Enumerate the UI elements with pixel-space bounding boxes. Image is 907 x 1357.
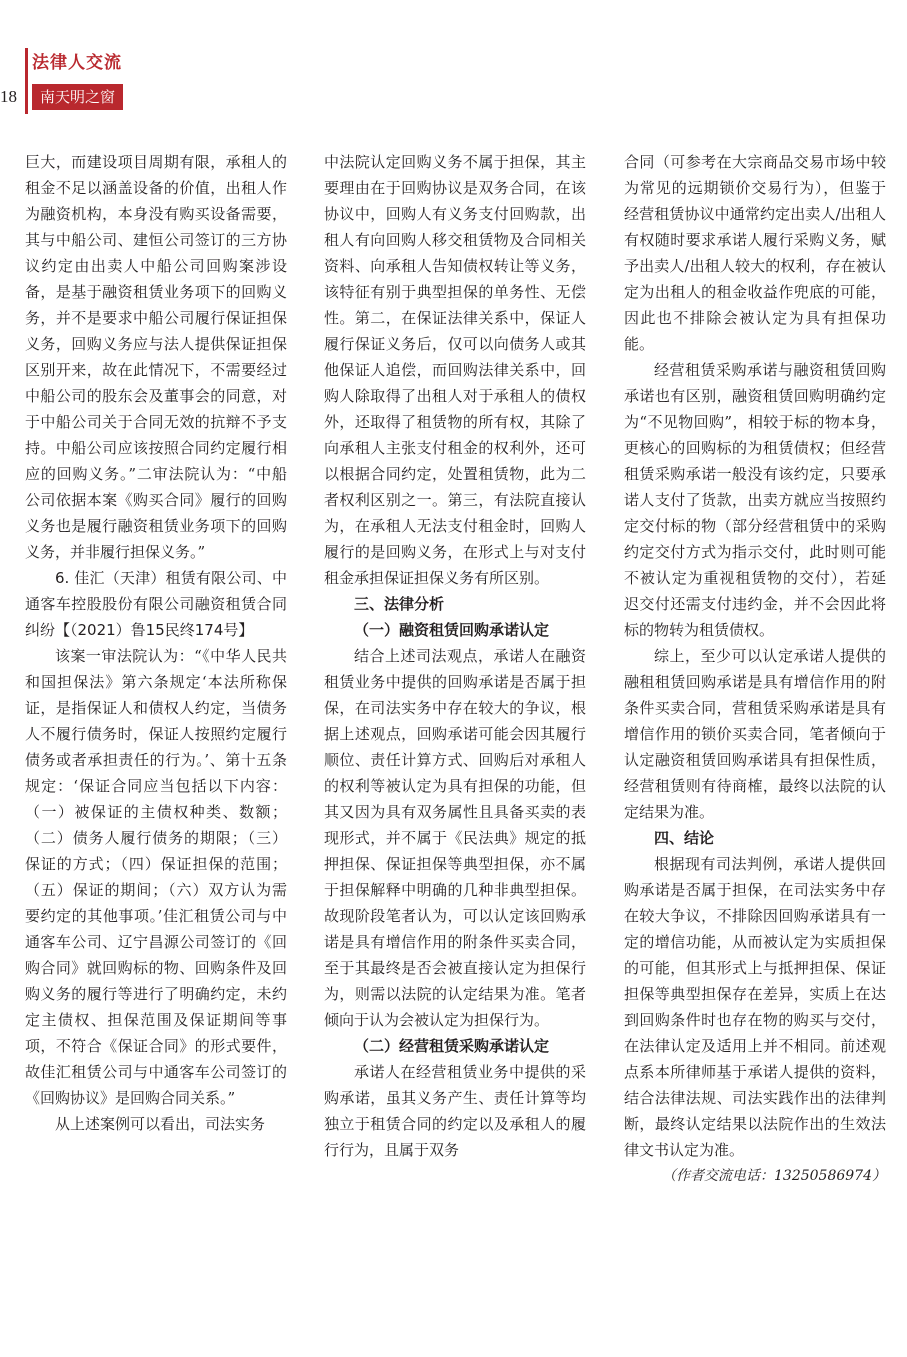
paragraph: 中法院认定回购义务不属于担保，其主要理由在于回购协议是双务合同，在该协议中，回购人有义务支付回购款，出租人有向回购人移交租赁物及合同相关资料、向承租人告知债权转让等义务，该特征有别于典型担保的单务性、无偿性。第二，在保证法律关系中，保证人履行保证义务后，仅可以向债务人或其他保证人追偿，而回购法律关系中，回购人除取得了出租人对于承租人的债权外，还取得了租赁物的所有权，其除了向承租人主张支付租金的权利外，还可以根据合同约定，处置租赁物，此为二者权利区别之一。第三，有法院直接认为，在承租人无法支付租金时，回购人履行的是回购义务，在形式上与对支付租金承担保证担保义务有所区别。 xyxy=(324,153,586,587)
column-subtitle: 南天明之窗 xyxy=(32,84,123,110)
text-column-2 xyxy=(324,149,586,1163)
subsection-heading: （二）经营租赁采购承诺认定 xyxy=(354,1037,550,1055)
section-heading: 四、结论 xyxy=(654,829,715,847)
text-column-3 xyxy=(624,149,886,1189)
subsection-heading: （一）融资租赁回购承诺认定 xyxy=(354,621,550,639)
paragraph: 该案一审法院认为：“《中华人民共和国担保法》第六条规定‘本法所称保证，是指保证人和债权人约定，当债务人不履行债务时，保证人按照约定履行债务或者承担责任的行为。’、第十五条规定：‘保证合同应当包括以下内容：（一）被保证的主债权种类、数额；（二）债务人履行债务的期限；（三）保证的方式；（四）保证担保的范围；（五）保证的期间；（六）双方认为需要约定的其他事项。’佳汇租赁公司与中通客车公司、辽宁昌源公司签订的《回购合同》就回购标的物、回购条件及回购义务的履行等进行了明确约定，未约定主债权、担保范围及保证期间等事项，不符合《保证合同》的形式要件，故佳汇租赁公司与中通客车公司签订的《回购协议》是回购合同关系。” xyxy=(25,647,287,1107)
header-rule xyxy=(25,48,28,114)
paragraph: 根据现有司法判例，承诺人提供回购承诺是否属于担保，在司法实务中存在较大争议，不排除因回购承诺具有一定的增信功能，从而被认定为实质担保的可能，但其形式上与抵押担保、保证担保等典型担保存在差异，实质上在达到回购条件时也存在物的购买与交付，在法律认定及适用上并不相同。前述观点系本所律师基于承诺人提供的资料，结合法律法规、司法实践作出的法律判断，最终认定结果以法院作出的生效法律文书认定为准。 xyxy=(624,855,886,1159)
text-column-1 xyxy=(25,149,287,1137)
author-contact: （作者交流电话：13250586974） xyxy=(662,1168,886,1184)
paragraph: 巨大，而建设项目周期有限，承租人的租金不足以涵盖设备的价值，出租人作为融资机构，本身没有购买设备需要，其与中船公司、建恒公司签订的三方协议约定由出卖人中船公司回购案涉设备，是基于融资租赁业务项下的回购义务，并不是要求中船公司履行保证担保义务，回购义务应与法人提供保证担保区别开来，故在此情况下，不需要经过中船公司的股东会及董事会的同意，对于中船公司关于合同无效的抗辩不予支持。中船公司应该按照合同约定履行相应的回购义务。”二审法院认为：“中船公司依据本案《购买合同》履行的回购义务也是履行融资租赁业务项下的回购义务，并非履行担保义务。” xyxy=(25,153,287,561)
section-heading: 三、法律分析 xyxy=(354,595,445,613)
paragraph: 经营租赁采购承诺与融资租赁回购承诺也有区别，融资租赁回购明确约定为“不见物回购”，相较于标的物本身，更核心的回购标的为租赁债权；但经营租赁采购承诺一般没有该约定，只要承诺人支付了货款，出卖方就应当按照约定交付标的物（部分经营租赁中的采购约定交付方式为指示交付，此时则可能不被认定为重视租赁物的交付），若延迟交付还需支付违约金，并不会因此将标的物转为租赁债权。 xyxy=(624,361,886,639)
paragraph: 结合上述司法观点，承诺人在融资租赁业务中提供的回购承诺是否属于担保，在司法实务中存在较大的争议，根据上述观点，回购承诺可能会因其履行顺位、责任计算方式、回购后对承租人的权利等被认定为具有担保的功能，但其又因为具有双务属性且具备买卖的表现形式，并不属于《民法典》规定的抵押担保、保证担保等典型担保，亦不属于担保解释中明确的几种非典型担保。故现阶段笔者认为，可以认定该回购承诺是具有增信作用的附条件买卖合同，至于其最终是否会被直接认定为担保行为，则需以法院的认定结果为准。笔者倾向于认为会被认定为担保行为。 xyxy=(324,647,586,1029)
case-title: 6. 佳汇（天津）租赁有限公司、中通客车控股股份有限公司融资租赁合同纠纷【（2021）鲁15民终174号】 xyxy=(25,569,287,639)
paragraph: 承诺人在经营租赁业务中提供的采购承诺，虽其义务产生、责任计算等均独立于租赁合同的约定以及承租人的履行行为，且属于双务 xyxy=(324,1063,586,1159)
paragraph: 从上述案例可以看出，司法实务 xyxy=(55,1115,266,1133)
paragraph: 合同（可参考在大宗商品交易市场中较为常见的远期锁价交易行为），但鉴于经营租赁协议中通常约定出卖人/出租人有权随时要求承诺人履行采购义务，赋予出卖人/出租人较大的权利，存在被认定为出租人的租金收益作兜底的可能，因此也不排除会被认定为具有担保功能。 xyxy=(624,153,886,353)
page-number: 18 xyxy=(0,87,17,106)
column-name: 法律人交流 xyxy=(32,53,122,73)
paragraph: 综上，至少可以认定承诺人提供的融租租赁回购承诺是具有增信作用的附条件买卖合同，营租赁采购承诺是具有增信作用的锁价买卖合同，笔者倾向于认定融资租赁回购承诺具有担保性质，经营租赁则有待商榷，最终以法院的认定结果为准。 xyxy=(624,647,886,821)
